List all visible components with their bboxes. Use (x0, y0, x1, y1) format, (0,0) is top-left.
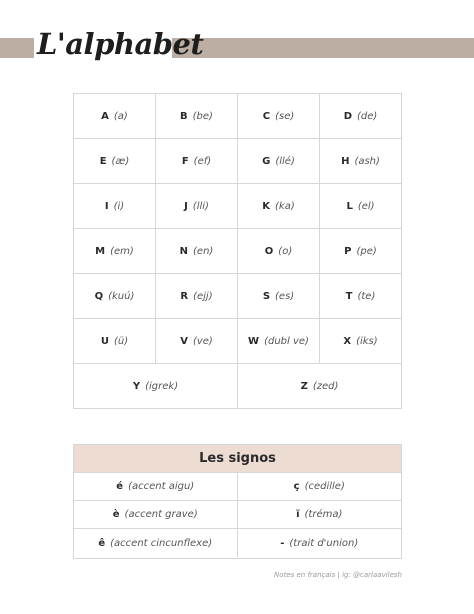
pronunciation: (zed) (312, 380, 339, 392)
alphabet-cell (156, 229, 238, 274)
letter: V (180, 335, 188, 347)
pronunciation: (es) (275, 290, 295, 302)
pronunciation: (æ) (111, 155, 130, 167)
letter: W (248, 335, 260, 347)
letter: S (262, 290, 271, 302)
letter: F (181, 155, 189, 167)
letter: I (104, 200, 109, 212)
signos-table (73, 444, 402, 559)
letter: N (179, 245, 189, 257)
signo-name: (accent cincunflexe) (110, 537, 213, 549)
letter: A (101, 110, 109, 122)
signo-symbol: ê (98, 537, 106, 549)
alphabet-cell (238, 319, 320, 364)
letter: X (343, 335, 352, 347)
signo-cell (238, 501, 402, 529)
signo-symbol: - (280, 537, 285, 549)
signo-name: (accent grave) (124, 509, 198, 520)
letter: J (184, 200, 188, 212)
letter: Z (300, 380, 308, 392)
alphabet-cell (238, 229, 320, 274)
letter: K (262, 200, 270, 212)
pronunciation: (el) (357, 200, 375, 212)
alphabet-cell (74, 274, 156, 319)
alphabet-cell (238, 364, 402, 409)
alphabet-cell (156, 274, 238, 319)
pronunciation: (ka) (275, 200, 295, 212)
pronunciation: (llé) (275, 155, 295, 167)
alphabet-cell (156, 184, 238, 229)
alphabet-cell (156, 319, 238, 364)
pronunciation: (te) (357, 290, 376, 302)
alphabet-cell (74, 229, 156, 274)
pronunciation: (lli) (192, 200, 209, 212)
letter: U (100, 335, 109, 347)
alphabet-cell (238, 94, 320, 139)
letter: M (95, 245, 106, 257)
alphabet-grid (73, 93, 402, 409)
pronunciation: (igrek) (145, 380, 179, 392)
pronunciation: (ejj) (193, 290, 213, 302)
title-bar-left-accent (0, 38, 34, 58)
signo-symbol: é (116, 481, 124, 492)
alphabet-cell (74, 184, 156, 229)
signo-cell (74, 473, 238, 501)
pronunciation: (ef) (193, 155, 212, 167)
letter: Y (132, 380, 141, 392)
signos-grid (74, 473, 401, 557)
alphabet-cell (320, 139, 402, 184)
alphabet-cell (74, 364, 238, 409)
pronunciation: (kuú) (108, 290, 135, 302)
signo-cell (74, 529, 238, 557)
pronunciation: (ve) (192, 335, 213, 347)
alphabet-cell (320, 94, 402, 139)
alphabet-cell (320, 319, 402, 364)
signos-title: Les signos (74, 445, 401, 473)
pronunciation: (se) (275, 110, 295, 122)
alphabet-cell (74, 319, 156, 364)
signo-cell (238, 473, 402, 501)
letter: L (346, 200, 353, 212)
alphabet-cell (74, 94, 156, 139)
signo-symbol: ï (296, 509, 300, 520)
alphabet-cell (320, 184, 402, 229)
pronunciation: (en) (193, 245, 214, 257)
alphabet-cell (238, 274, 320, 319)
alphabet-cell (156, 139, 238, 184)
pronunciation: (iks) (356, 335, 378, 347)
letter: Q (94, 290, 104, 302)
signo-name: (accent aigu) (128, 481, 195, 492)
signo-symbol: è (112, 509, 120, 520)
signo-cell (238, 529, 402, 557)
alphabet-cell (320, 229, 402, 274)
signo-name: (trait d'union) (289, 537, 359, 549)
letter: O (264, 245, 274, 257)
pronunciation: (ash) (354, 155, 380, 167)
signo-name: (cedille) (304, 481, 345, 492)
footer-credit: Notes en français | ig: @carlaavilesh (274, 571, 402, 579)
signo-symbol: ç (293, 481, 300, 492)
pronunciation: (o) (278, 245, 293, 257)
pronunciation: (i) (113, 200, 125, 212)
signo-name: (tréma) (304, 509, 343, 520)
pronunciation: (a) (113, 110, 128, 122)
letter: D (343, 110, 352, 122)
pronunciation: (em) (110, 245, 134, 257)
letter: E (99, 155, 107, 167)
alphabet-cell (74, 139, 156, 184)
pronunciation: (be) (192, 110, 213, 122)
alphabet-cell (238, 184, 320, 229)
signo-cell (74, 501, 238, 529)
letter: G (262, 155, 271, 167)
pronunciation: (pe) (356, 245, 377, 257)
alphabet-cell (238, 139, 320, 184)
alphabet-cell (320, 274, 402, 319)
pronunciation: (ü) (113, 335, 129, 347)
pronunciation: (de) (357, 110, 378, 122)
letter: H (341, 155, 350, 167)
letter: R (180, 290, 189, 302)
letter: T (345, 290, 353, 302)
letter: B (180, 110, 188, 122)
page-title: L'alphabet (37, 27, 204, 61)
letter: C (262, 110, 271, 122)
pronunciation: (dubl ve) (264, 335, 309, 347)
alphabet-cell (156, 94, 238, 139)
letter: P (344, 245, 352, 257)
title-bar-right-accent (172, 38, 474, 58)
